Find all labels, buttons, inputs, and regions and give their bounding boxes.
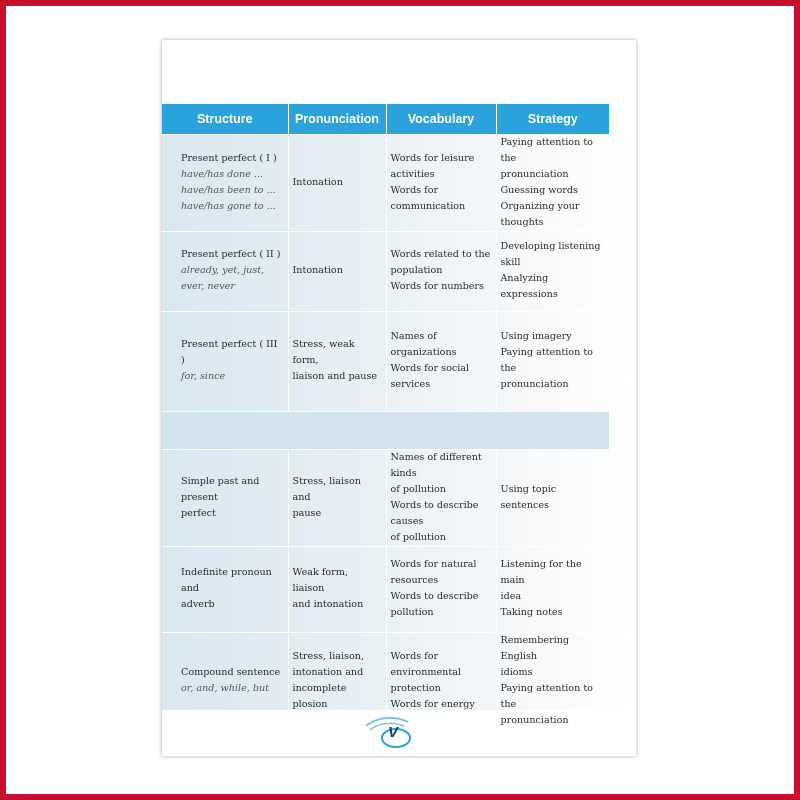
strategy-cell: [496, 632, 609, 729]
structure-title: Simple past and present: [181, 475, 260, 503]
structure-title: Compound sentence: [181, 666, 281, 678]
structure-cell: [162, 134, 288, 231]
pronunciation-text: Weak form, liaison: [292, 567, 348, 594]
vocabulary-text: activities: [390, 168, 435, 180]
header-vocabulary: Vocabulary: [386, 104, 496, 134]
structure-cell: [162, 449, 288, 546]
vocabulary-text: Names of different kinds: [390, 451, 482, 479]
structure-example: have/has done ...: [181, 168, 264, 180]
strategy-text: Guessing words: [500, 184, 578, 196]
structure-cell: [162, 231, 288, 311]
strategy-text: skill: [500, 257, 521, 268]
vocabulary-cell: [386, 546, 496, 632]
strategy-text: Organizing your thoughts: [500, 200, 580, 228]
structure-cell: [162, 311, 288, 411]
pronunciation-cell: [288, 449, 386, 546]
vocabulary-cell: [386, 311, 496, 411]
table-row: [162, 311, 609, 411]
pronunciation-text: pause: [292, 507, 322, 519]
table-header-row: [162, 104, 609, 134]
vocabulary-text: pollution: [390, 607, 434, 618]
pronunciation-text: Intonation: [292, 176, 343, 188]
vocabulary-text: Words for communication: [390, 184, 466, 212]
vocabulary-text: of pollution: [390, 483, 446, 495]
strategy-text: Using topic sentences: [500, 483, 557, 511]
strategy-text: Paying attention to the: [500, 682, 593, 710]
strategy-text: pronunciation: [500, 379, 569, 390]
vocabulary-text: Words for energy: [390, 698, 475, 710]
book-page: [162, 40, 636, 756]
vocabulary-cell: [386, 449, 496, 546]
strategy-text: pronunciation: [500, 168, 569, 180]
structure-title: Present perfect ( I ): [181, 152, 277, 164]
pronunciation-text: intonation and: [292, 666, 364, 678]
contents-table: [162, 104, 609, 730]
vocabulary-text: Words for leisure: [390, 152, 475, 164]
pronunciation-text: Stress, weak form,: [292, 339, 355, 366]
vocabulary-text: Names of organizations: [390, 331, 457, 358]
vocabulary-text: Words to describe: [390, 591, 479, 602]
strategy-text: Analyzing expressions: [500, 273, 558, 300]
structure-title: Present perfect ( II ): [181, 249, 281, 260]
structure-title: Present perfect ( III ): [181, 339, 278, 366]
strategy-text: Listening for the main: [500, 559, 582, 586]
header-strategy: Strategy: [496, 104, 609, 134]
strategy-text: pronunciation: [500, 714, 569, 726]
vocabulary-text: Words for social services: [390, 363, 470, 390]
pronunciation-text: Stress, liaison and: [292, 475, 361, 503]
pronunciation-text: Intonation: [292, 265, 343, 276]
structure-title: Indefinite pronoun and: [181, 567, 272, 594]
pronunciation-cell: [288, 546, 386, 632]
structure-example: have/has been to ...: [181, 184, 276, 196]
pronunciation-cell: [288, 134, 386, 231]
page-number: V: [388, 724, 399, 741]
structure-example: ever, never: [181, 281, 235, 292]
vocabulary-text: Words to describe causes: [390, 499, 479, 527]
strategy-text: Taking notes: [500, 607, 563, 618]
header-structure: Structure: [162, 104, 288, 134]
strategy-text: Paying attention to the: [500, 347, 593, 374]
strategy-cell: [496, 231, 609, 311]
pronunciation-text: incomplete plosion: [292, 682, 347, 710]
structure-example: or, and, while, but: [181, 682, 270, 694]
vocabulary-text: Words for numbers: [390, 281, 484, 292]
structure-title-cont: perfect: [181, 507, 216, 519]
pronunciation-cell: [288, 231, 386, 311]
vocabulary-text: population: [390, 265, 443, 276]
header-pronunciation: Pronunciation: [288, 104, 386, 134]
vocabulary-text: protection: [390, 682, 441, 694]
vocabulary-cell: [386, 231, 496, 311]
pronunciation-text: and intonation: [292, 599, 364, 610]
contents-table-wrap: [162, 104, 609, 730]
pronunciation-text: liaison and pause: [292, 371, 378, 382]
strategy-text: Developing listening: [500, 241, 601, 252]
structure-title-cont: adverb: [181, 599, 215, 610]
strategy-text: idioms: [500, 666, 533, 678]
table-row: [162, 546, 609, 632]
vocabulary-text: of pollution: [390, 531, 446, 543]
vocabulary-cell: [386, 134, 496, 231]
strategy-text: Paying attention to the: [500, 136, 593, 164]
vocabulary-text: Words for natural: [390, 559, 477, 570]
structure-example: already, yet, just,: [181, 265, 265, 276]
table-row: [162, 449, 609, 546]
strategy-cell: [496, 134, 609, 231]
structure-cell: [162, 632, 288, 729]
strategy-text: idea: [500, 591, 522, 602]
section-separator: [162, 411, 609, 449]
table-row: [162, 134, 609, 231]
strategy-cell: [496, 449, 609, 546]
strategy-cell: [496, 311, 609, 411]
strategy-text: Using imagery: [500, 331, 572, 342]
vocabulary-text: Words related to the: [390, 249, 491, 260]
structure-example: have/has gone to ...: [181, 200, 276, 212]
strategy-text: Remembering English: [500, 634, 570, 662]
pronunciation-cell: [288, 311, 386, 411]
strategy-cell: [496, 546, 609, 632]
structure-example: for, since: [181, 371, 226, 382]
vocabulary-text: Words for environmental: [390, 650, 461, 678]
table-row: [162, 231, 609, 311]
structure-cell: [162, 546, 288, 632]
pronunciation-text: Stress, liaison,: [292, 650, 364, 662]
vocabulary-text: resources: [390, 575, 439, 586]
separator-band: [162, 411, 609, 449]
